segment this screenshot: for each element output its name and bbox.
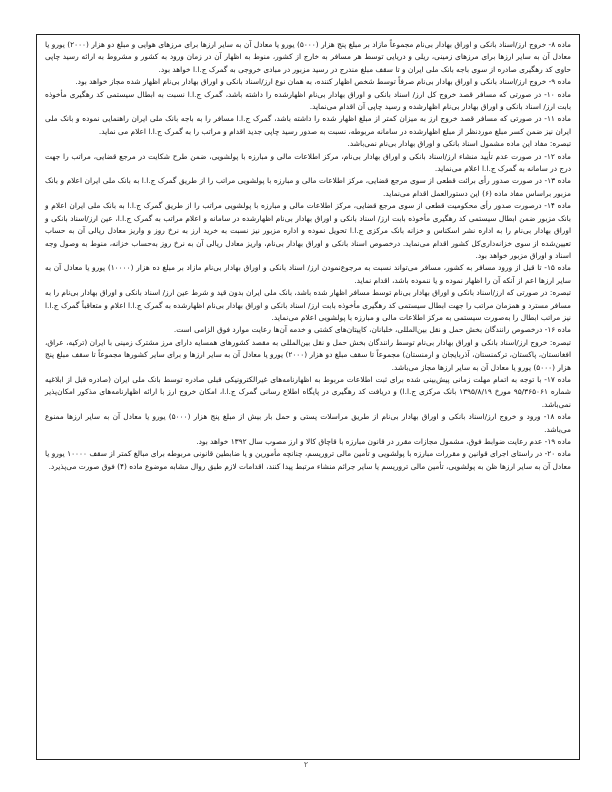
- article-10: ماده ۱۰- در صورتی که مسافر قصد خروج کل ارز/ اسناد بانکی و اوراق بهادار بی‌نام اظهارشده را داشته باشد، گمرک ج.ا.ا نسبت به ابطال سیستمی کد رهگیری مأخوذه بابت ارز/ اسناد بانکی و اوراق بهادار بی‌نام اظهارشده و رسید چاپی آن اقدام می‌نماید.: [45, 89, 571, 112]
- article-12: ماده ۱۲- در صورت عدم تأیید منشاء ارز/اسناد بانکی و اوراق بهادار بی‌نام، مرکز اطلاعات مالی و مبارزه با پولشویی، ضمن طرح شکایت در مرجع قضایی، مراتب را جهت درج در سامانه به گمرک ج.ا.ا اعلام می‌نماید.: [45, 151, 571, 174]
- article-13: ماده ۱۳- در صورت صدور رأی برائت قطعی از سوی مرجع قضایی، مرکز اطلاعات مالی و مبارزه با پولشویی مراتب را از طریق گمرک ج.ا.ا به بانک ملی ایران اعلام و بانک مزبور براساس مفاد ماده (۶) این دستورالعمل اقدام می‌نماید.: [45, 176, 571, 198]
- article-16: ماده ۱۶- درخصوص رانندگان بخش حمل و نقل بین‌المللی، خلبانان، کاپیتان‌های کشتی و خدمه آن‌ها رعایت موارد فوق الزامی است.: [173, 325, 571, 335]
- article-17: ماده ۱۷- با توجه به اتمام مهلت زمانی پیش‌بینی شده برای ثبت اطلاعات مربوط به اظهارنامه‌های غیرالکترونیکی قبلی صادره توسط بانک ملی ایران (صادره قبل از ابلاغیه شماره ۹۵/۳۶۵۰۶۱ مورخ ۱۳۹۵/۸/۱۹ بانک مرکزی ج.ا.ا) و دریافت کد رهگیری در پایگاه اطلاع رسانی گمرک ج.ا.ا، امکان خروج ارز با ارائه اظهارنامه‌های مذکور امکان‌پذیر نمی‌باشد.: [45, 374, 571, 409]
- article-8: ماده ۸- خروج ارز/اسناد بانکی و اوراق بهادار بی‌نام مجموعاً مازاد بر مبلغ پنج هزار (۵۰۰۰) یورو یا معادل آن به سایر ارزها برای مرزهای هوایی و مبلغ دو هزار (۲۰۰۰) یورو یا معادل آن به سایر ارزها برای مرزهای زمینی، ریلی و دریایی توسط هر مسافر به خارج از کشور، منوط به اظهار آن در زمان ورود به کشور و مشروط به ارائه رسید چاپی حاوی کد رهگیری صادره از سوی باجه بانک ملی ایران و تا سقف مبلغ مندرج در رسید مزبور در مبادی خروجی به گمرک ج.ا.ا خواهد بود.: [45, 40, 571, 74]
- article-19: ماده ۱۹- عدم رعایت ضوابط فوق، مشمول مجازات مقرر در قانون مبارزه با قاچاق کالا و ارز مصوب سال ۱۳۹۲ خواهد بود.: [196, 437, 571, 446]
- article-20: ماده ۲۰- در راستای اجرای قوانین و مقررات مبارزه با پولشویی و تأمین مالی تروریسم، چنانچه مأمورین و یا ضابطین قانونی مربوطه برای مبالغ کمتر از سقف ۱۰۰۰۰ یورو یا معادل آن به سایر ارزها ظن به پولشویی، تأمین مالی تروریسم یا سایر جرائم منشاء مرتبط پیدا کنند، اقدامات لازم طبق روال مشابه موضوع ماده (۴) فوق صورت می‌پذیرد.: [45, 449, 571, 471]
- page-number: ۲: [303, 760, 309, 769]
- note-article-16: تبصره: خروج ارز/اسناد بانکی و اوراق بهادار بی‌نام توسط رانندگان بخش حمل و نقل بین‌المللی به مقصد کشورهای همسایه دارای مرز مشترک زمینی با ایران (ترکیه، عراق، افغانستان، پاکستان، ترکمنستان، آذربایجان و ارمنستان) مجموعاً تا سقف مبلغ دو هزار (۲۰۰۰) یورو یا معادل آن به سایر ارزها و برای سایر کشورها مجموعاً تا سقف مبلغ پنج هزار (۵۰۰۰) یورو یا معادل آن به سایر ارزها مجاز می‌باشد.: [45, 337, 572, 372]
- document-body: [45, 39, 571, 473]
- note-article-11: تبصره: مفاد این ماده مشمول اسناد بانکی و اوراق بهادار بی‌نام نمی‌باشد.: [347, 139, 571, 149]
- article-14: ماده ۱۴- درصورت صدور رأی محکومیت قطعی از سوی مرجع قضایی، مرکز اطلاعات مالی و مبارزه با پولشویی مراتب را از طریق گمرک ج.ا.ا به بانک ملی ایران اعلام و بانک مزبور ضمن ابطال سیستمی کد رهگیری مأخوذه بابت ارز/ اسناد بانکی و اوراق بهادار بی‌نام اظهارشده در سامانه و اعلام مراتب به گمرک ج.ا.ا، عین ارز/اسناد بانکی و اوراق بهادار بی‌نام را به اداره نشر اسکناس و خزانه بانک مرکزی ج.ا.ا تحویل نموده و اداره مزبور نیز نسبت به خرید ارز به نرخ روز و واریز معادل ریالی آن به حساب تعیین‌شده از سوی خزانه‌داری‌کل کشور اقدام می‌نماید. درخصوص اسناد بانکی و اوراق بهادار بی‌نام، واریز معادل ریالی آن به نرخ روز به‌حساب خزانه، منوط به وصول وجه اسناد و اوراق مزبور خواهد بود.: [45, 201, 571, 260]
- note-article-15: تبصره: در صورتی که ارز/اسناد بانکی و اوراق بهادار بی‌نام توسط مسافر اظهار شده باشد، بانک ملی ایران بدون قید و شرط عین ارز/ اسناد بانکی و اوراق بهادار بی‌نام را به مسافر مسترد و همزمان مراتب را جهت ابطال سیستمی کد رهگیری مأخوذه بابت ارز/ اسناد بانکی و اوراق بهادار بی‌نام اظهارشده به گمرک ج.ا.ا اعلام و متعاقباً گمرک ج.ا.ا نیز مراتب ابطال را به‌صورت سیستمی به مرکز اطلاعات مالی و مبارزه با پولشویی اعلام می‌نماید.: [45, 288, 571, 322]
- page-border: [36, 34, 580, 760]
- article-11: ماده ۱۱- در صورتی که مسافر قصد خروج ارز به میزان کمتر از مبلغ اظهار شده را داشته باشد، گمرک ج.ا.ا مسافر را به باجه بانک ملی ایران راهنمایی نموده و بانک ملی ایران نیز ضمن کسر مبلغ موردنظر از مبلغ اظهارشده در سامانه مربوطه، نسبت به صدور رسید چاپی جدید اقدام و مراتب را به گمرک ج.ا.ا اعلام می نماید.: [45, 114, 571, 136]
- article-15: ماده ۱۵- تا قبل از ورود مسافر به کشور، مسافر می‌تواند نسبت به مرجوع‌نمودن ارز/ اسناد بانکی و اوراق بهادار بی‌نام مازاد بر مبلغ ده هزار (۱۰۰۰۰) یورو یا معادل آن به سایر ارزها اعم از آنکه آن را اظهار نموده و یا ننموده باشد، اقدام نماید.: [45, 263, 571, 285]
- article-9: ماده ۹- خروج ارز/اسناد بانکی و اوراق بهادار بی‌نام صرفاً توسط شخص اظهار کننده، به همان نوع ارز/اسناد بانکی و اوراق بهادار بی‌نام اظهار شده مجاز خواهد بود.: [75, 77, 571, 87]
- article-18: ماده ۱۸- ورود و خروج ارز/اسناد بانکی و اوراق بهادار بی‌نام از طریق مراسلات پستی و حمل بار بیش از مبلغ پنج هزار (۵۰۰۰) یورو یا معادل آن به سایر ارزها ممنوع می‌باشد.: [45, 412, 572, 434]
